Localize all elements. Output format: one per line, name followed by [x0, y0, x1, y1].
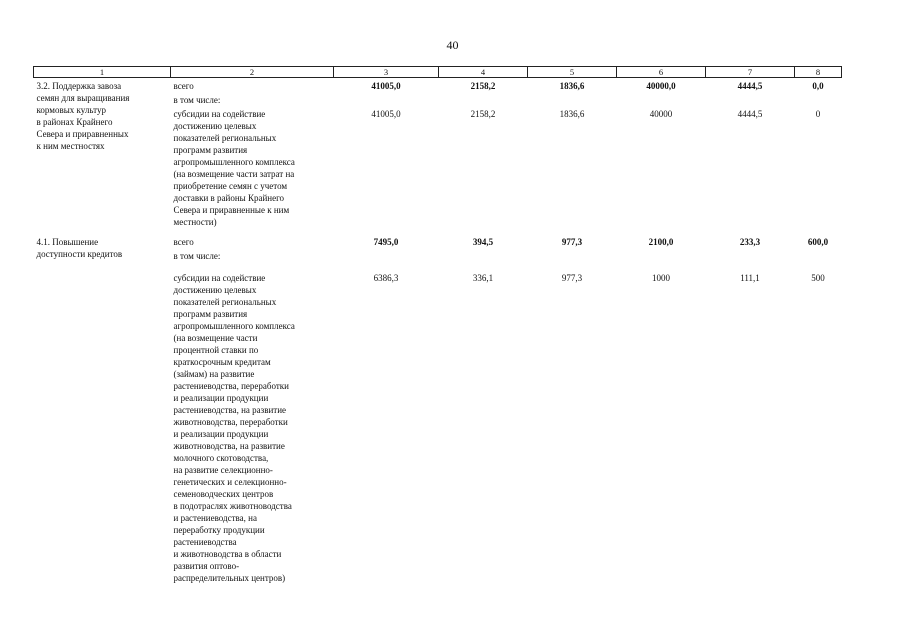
- description-line: приобретение семян с учетом: [173, 180, 288, 191]
- total-value: 977,3: [561, 236, 583, 247]
- description-line: и животноводства в области: [173, 548, 282, 559]
- column-header: 1: [34, 67, 171, 78]
- description-line: на развитие селекционно-: [173, 464, 273, 475]
- measure-name-cell: [34, 236, 171, 584]
- description-line: программ развития: [173, 144, 248, 155]
- measure-name-line: Севера и приравненных: [36, 129, 129, 139]
- subsidy-value: 40000: [649, 108, 673, 119]
- total-value: 40000,0: [646, 81, 676, 91]
- total-value: 233,3: [739, 236, 761, 247]
- description-line: достижению целевых: [173, 284, 257, 295]
- description-line: показателей региональных: [173, 296, 277, 307]
- subsidy-value: 1000: [652, 272, 670, 283]
- total-value: 4444,5: [737, 81, 763, 91]
- subsidy-value: 336,1: [472, 272, 494, 283]
- column-header: 3: [334, 67, 439, 78]
- description-line: доставки в районы Крайнего: [173, 192, 285, 203]
- description-line: достижению целевых: [173, 120, 257, 131]
- total-value: 7495,0: [373, 236, 399, 247]
- column-header-row: [34, 67, 842, 78]
- total-value: 2158,2: [470, 81, 496, 91]
- subsidy-value: 2158,2: [470, 108, 496, 119]
- description-line: и растениеводства, на: [173, 512, 257, 523]
- description-line: животноводства, на развитие: [173, 440, 285, 451]
- description-line: Севера и приравненные к ним: [173, 204, 290, 215]
- column-header: 6: [617, 67, 706, 78]
- subsidy-value: 500: [811, 272, 825, 283]
- description-line: (займам) на развитие: [173, 368, 255, 379]
- description-line: и реализации продукции: [173, 428, 269, 439]
- description-line: в подотраслях животноводства: [173, 500, 292, 511]
- description-line: животноводства, переработки: [173, 416, 288, 427]
- description-line: агропромышленного комплекса: [173, 156, 295, 167]
- measure-name-line: к ним местностях: [36, 141, 105, 151]
- description-line: молочного скотоводства,: [173, 452, 269, 463]
- description-line: семеноводческих центров: [173, 488, 274, 499]
- description-line: растениеводства, на развитие: [173, 404, 287, 415]
- subsidy-value: 4444,5: [737, 108, 763, 119]
- measure-name-cell: [34, 78, 171, 228]
- subsidy-value: 1836,6: [559, 108, 585, 119]
- description-line: краткосрочным кредитам: [173, 356, 271, 367]
- description-line: переработку продукции: [173, 524, 265, 535]
- subsidy-value: 0: [815, 108, 821, 119]
- total-value: 600,0: [807, 236, 829, 247]
- description-line: растениеводства: [173, 536, 237, 547]
- measure-name-line: в районах Крайнего: [36, 117, 113, 127]
- total-label: всего: [173, 81, 194, 91]
- description-line: (на возмещение части затрат на: [173, 168, 295, 179]
- description-line: генетических и селекционно-: [173, 476, 287, 487]
- subsidy-value: 41005,0: [371, 108, 401, 119]
- measure-name-line: семян для выращивания: [36, 93, 130, 103]
- total-value: 1836,6: [559, 81, 585, 91]
- subsidy-value: 977,3: [561, 272, 583, 283]
- measure-name-line: 4.1. Повышение: [36, 236, 99, 247]
- including-label: в том числе:: [173, 250, 221, 261]
- description-line: процентной ставки по: [173, 344, 259, 355]
- including-label: в том числе:: [173, 94, 221, 105]
- description-line: растениеводства, переработки: [173, 380, 289, 391]
- column-header: 4: [439, 67, 528, 78]
- budget-table: [33, 66, 842, 584]
- table-row: [34, 236, 842, 250]
- column-header: 8: [795, 67, 842, 78]
- description-line: (на возмещение части: [173, 332, 258, 343]
- table-row: [34, 78, 842, 94]
- description-line: субсидии на содействие: [173, 272, 266, 283]
- total-value: 0,0: [812, 81, 824, 91]
- subsidy-description: [171, 272, 334, 584]
- description-line: показателей региональных: [173, 132, 277, 143]
- subsidy-value: 6386,3: [373, 272, 399, 283]
- column-header: 5: [528, 67, 617, 78]
- total-value: 41005,0: [371, 81, 401, 91]
- description-line: субсидии на содействие: [173, 108, 266, 119]
- description-line: развития оптово-: [173, 560, 240, 571]
- column-header: 7: [706, 67, 795, 78]
- subsidy-description: [171, 108, 334, 228]
- column-header: 2: [171, 67, 334, 78]
- description-line: и реализации продукции: [173, 392, 269, 403]
- measure-name-line: 3.2. Поддержка завоза: [36, 81, 122, 91]
- total-value: 394,5: [472, 236, 494, 247]
- description-line: агропромышленного комплекса: [173, 320, 295, 331]
- subsidy-value: 111,1: [740, 272, 760, 283]
- description-line: программ развития: [173, 308, 248, 319]
- measure-name-line: кормовых культур: [36, 105, 106, 115]
- description-line: местности): [173, 216, 217, 227]
- total-value: 2100,0: [648, 236, 674, 247]
- total-label: всего: [173, 236, 194, 247]
- page-number: 40: [446, 38, 459, 52]
- measure-name-line: доступности кредитов: [36, 248, 123, 259]
- description-line: распределительных центров): [173, 572, 286, 583]
